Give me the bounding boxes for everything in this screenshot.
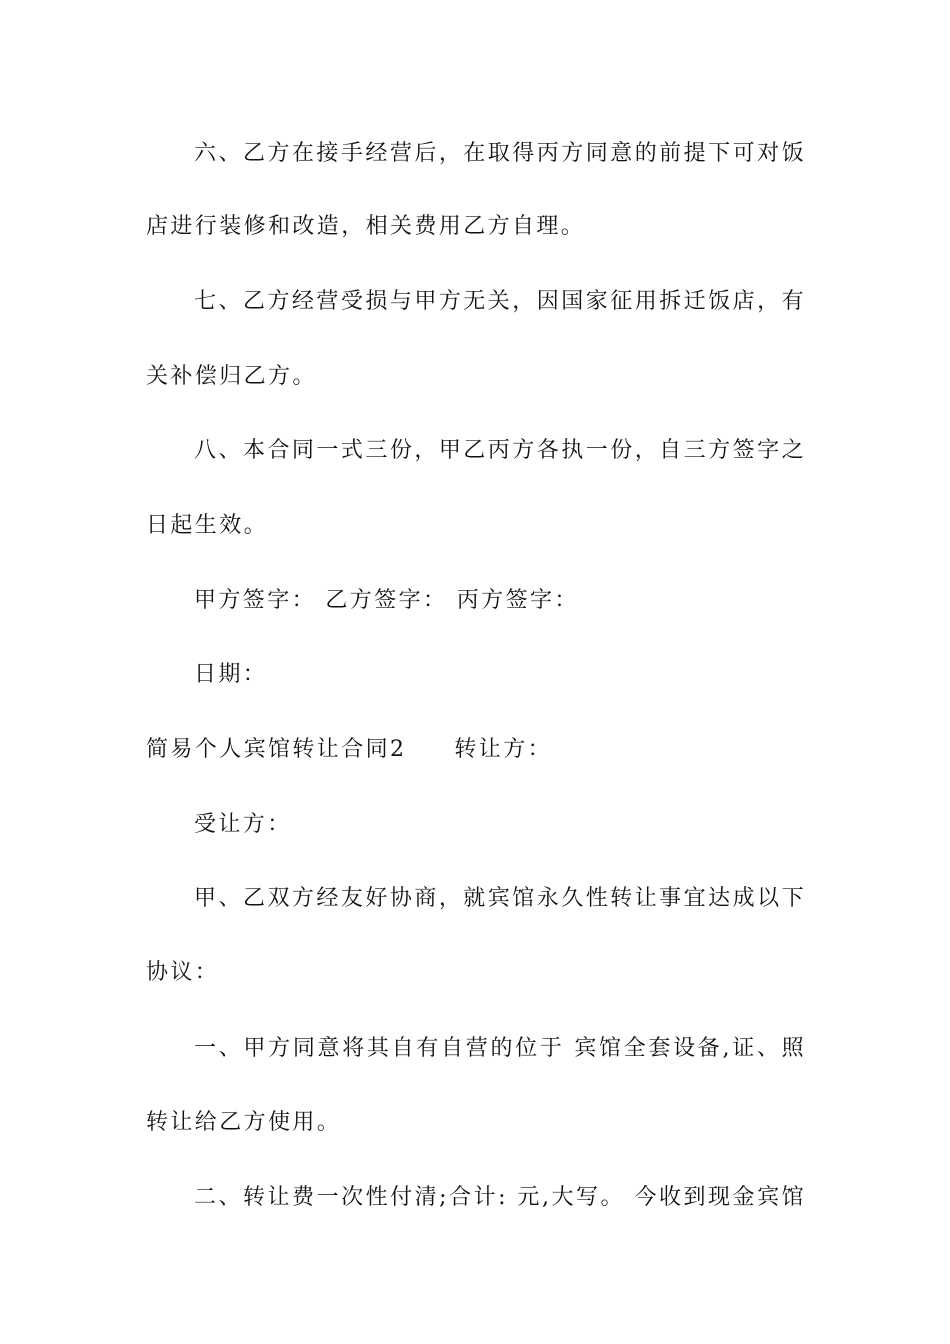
paragraph-line: 关补偿归乙方。 (146, 364, 317, 389)
paragraph-line: 转让给乙方使用。 (146, 1110, 342, 1135)
contract-title: 简易个人宾馆转让合同2 (146, 737, 407, 762)
paragraph-line: 协议： (146, 960, 220, 985)
date-line: 日期： (194, 662, 268, 687)
contract-heading-line (146, 735, 806, 765)
transferor-label: 转让方： (454, 737, 553, 762)
signature-line: 甲方签字： 乙方签字： 丙方签字： (194, 588, 579, 613)
paragraph-line: 六、乙方在接手经营后，在取得丙方同意的前提下可对饭 (194, 141, 806, 166)
paragraph-line: 八、本合同一式三份，甲乙丙方各执一份，自三方签字之 (194, 438, 806, 463)
paragraph-line: 甲、乙双方经友好协商，就宾馆永久性转让事宜达成以下 (194, 886, 806, 911)
paragraph-line: 一、甲方同意将其自有自营的位于 宾馆全套设备,证、照 (194, 1036, 806, 1061)
paragraph-line: 日起生效。 (146, 513, 269, 538)
paragraph-line: 七、乙方经营受损与甲方无关，因国家征用拆迁饭店，有 (194, 289, 806, 314)
transferee-label: 受让方： (194, 812, 292, 837)
paragraph-line: 二、转让费一次性付清;合计: 元,大写。 今收到现金宾馆 (194, 1185, 806, 1210)
paragraph-line: 店进行装修和改造，相关费用乙方自理。 (146, 214, 586, 239)
